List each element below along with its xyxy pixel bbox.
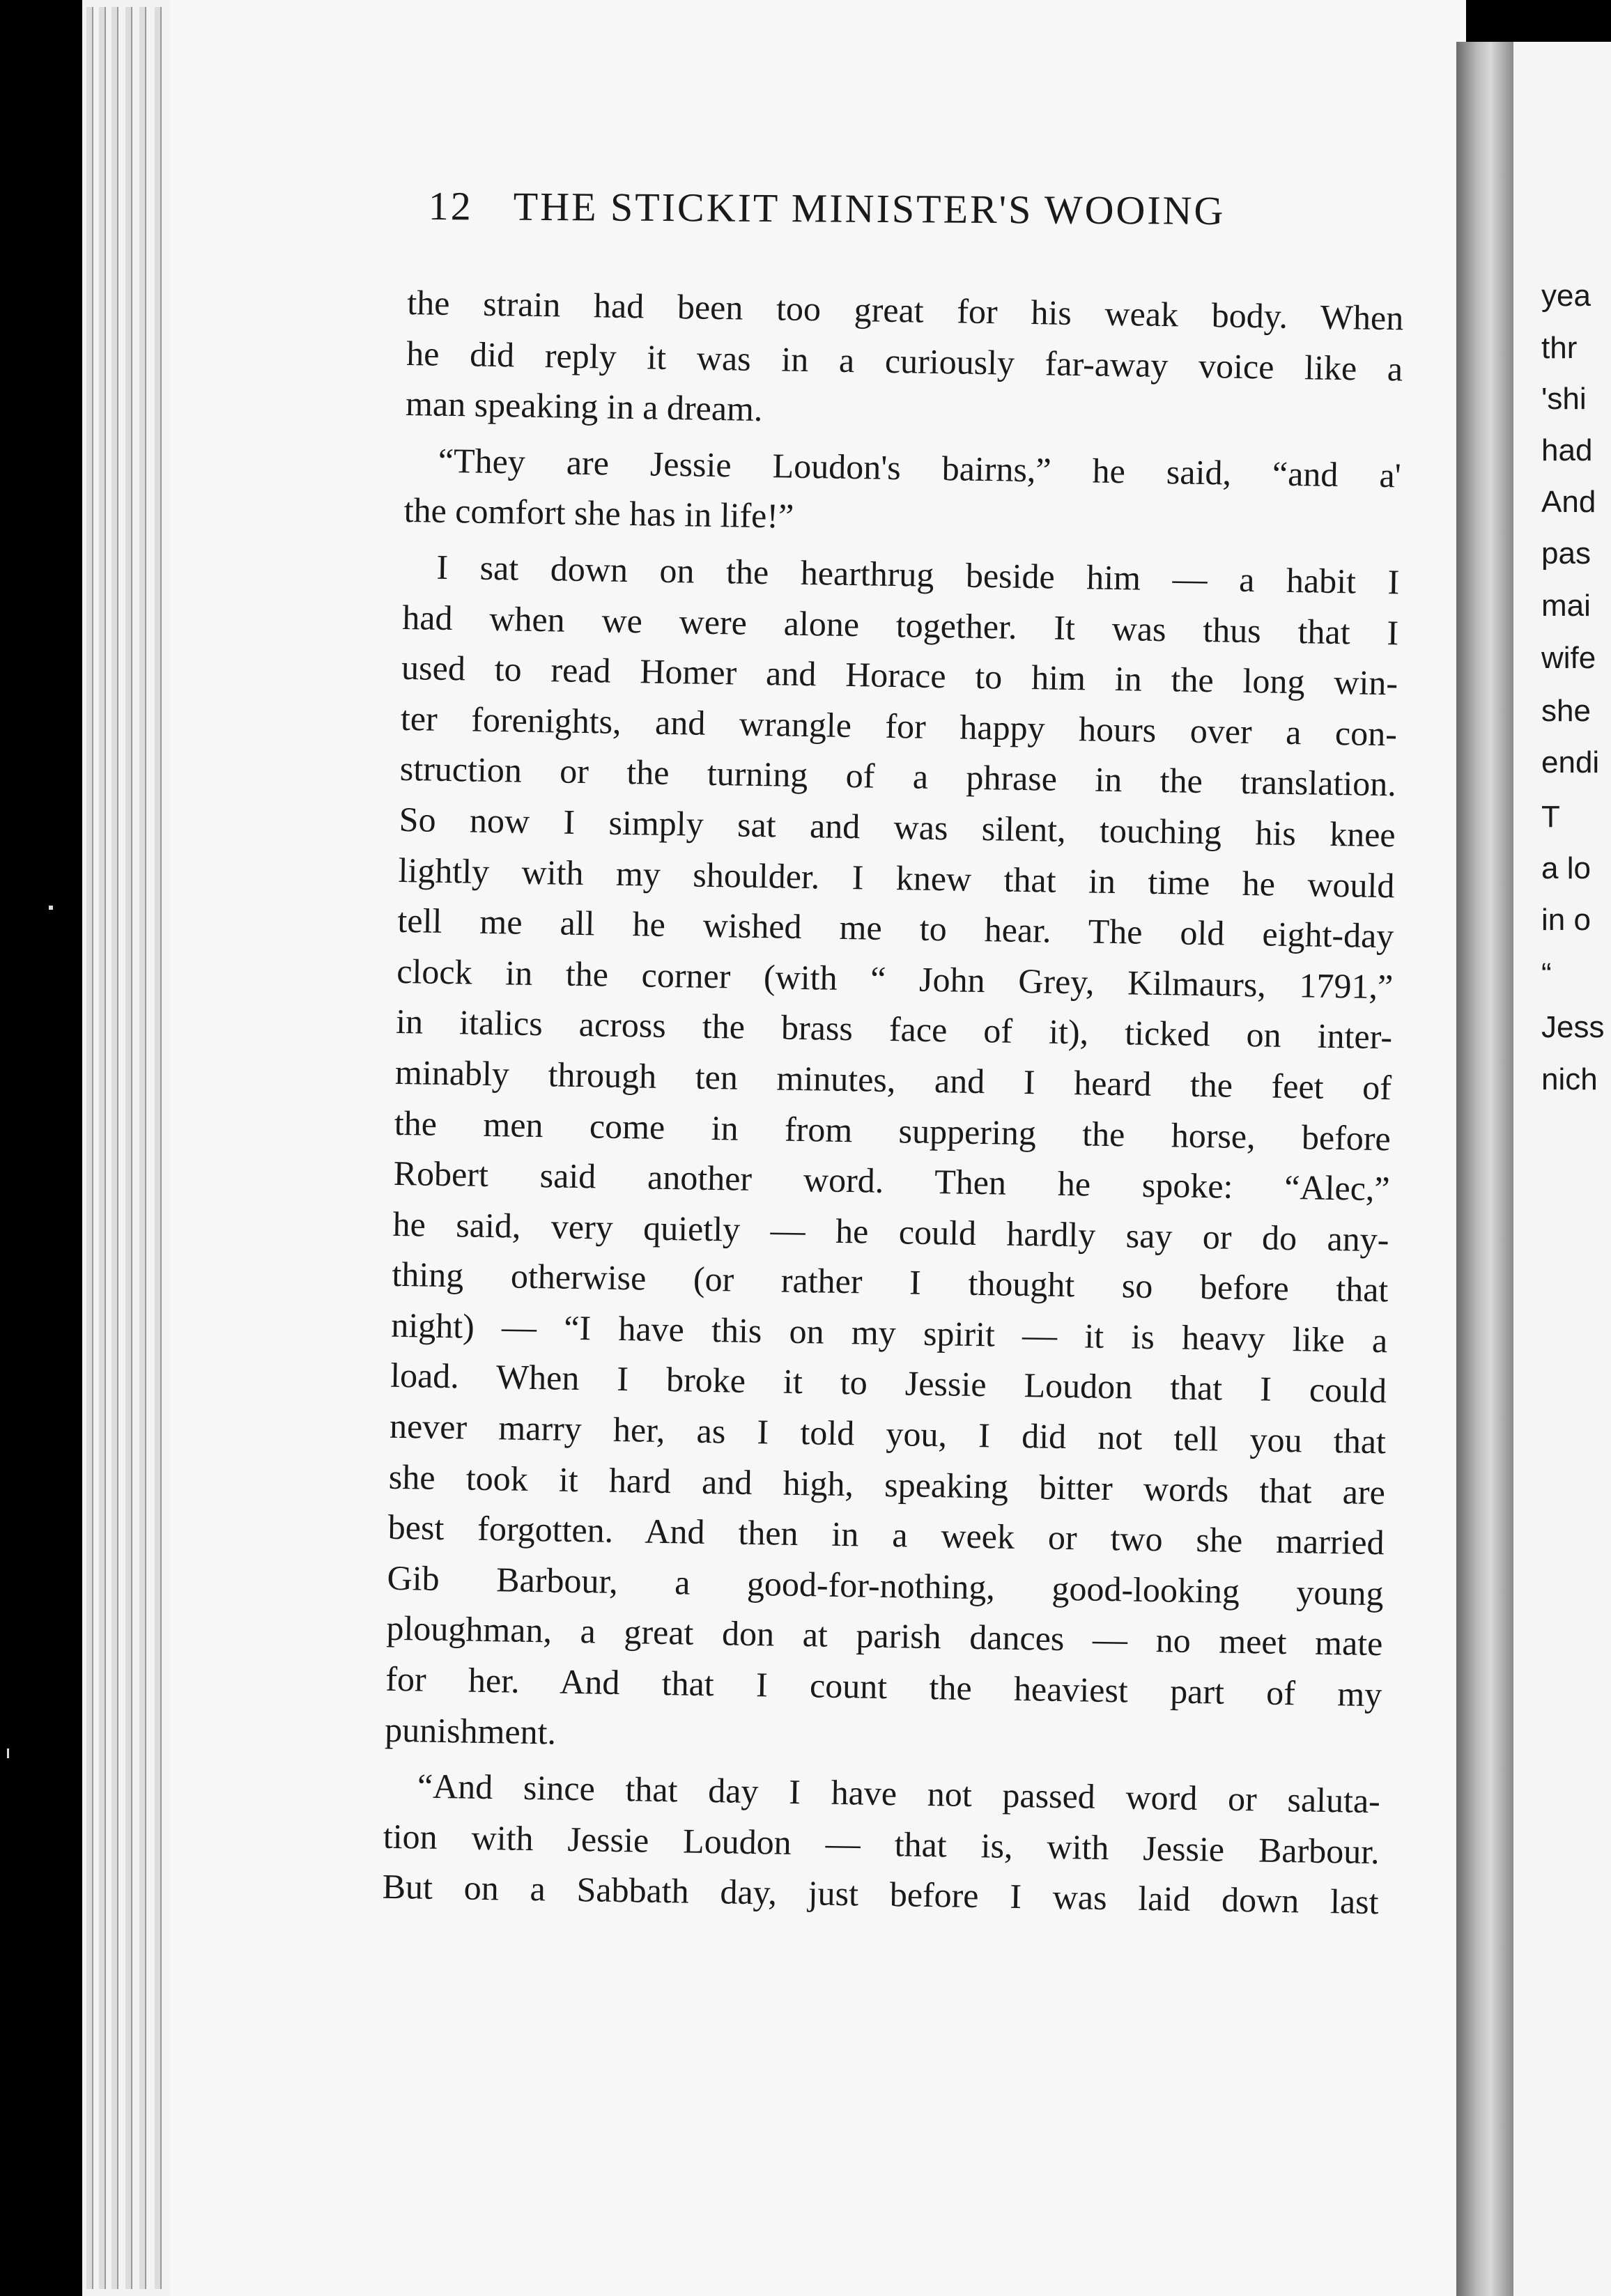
text-line: night) — “I have this on my spirit — it is heavy like a [390, 1305, 1388, 1360]
text-line: ter forenights, and wrangle for happy hours over a con- [400, 698, 1398, 754]
page-stack-edge [155, 7, 162, 2289]
text-line: never marry her, as I told you, I did not tell you that [389, 1406, 1387, 1461]
text-line: for her. And that I count the heaviest part of my [385, 1659, 1382, 1714]
page-stack-edge [125, 7, 132, 2289]
facing-page-fragment: endi [1541, 745, 1600, 779]
text-line: “They are Jessie Loudon's bairns,” he said, “and a' [438, 440, 1402, 495]
text-line: tion with Jessie Loudon — that is, with Jessie Barbour. [383, 1816, 1380, 1871]
text-line: man speaking in a dream. [405, 384, 763, 429]
text-line: the comfort she has in life!” [403, 490, 794, 536]
text-line: “And since that day I have not passed word or saluta- [417, 1766, 1381, 1821]
text-line: So now I simply sat and was silent, touching his knee [399, 799, 1396, 855]
page-number: 12 [428, 183, 473, 229]
facing-page-fragment: “ [1541, 957, 1552, 991]
text-line: I sat down on the hearthrug beside him — a habit I [436, 547, 1400, 602]
facing-page-fragment: yea [1541, 279, 1591, 313]
page-stack-edge [99, 7, 106, 2289]
text-line: she took it hard and high, speaking bitter words that are [388, 1457, 1386, 1512]
page-stack-edge [86, 7, 93, 2289]
facing-page-fragment: had [1541, 433, 1593, 467]
binding-gutter [1456, 42, 1513, 2296]
text-line: ploughman, a great don at parish dances — no meet mate [386, 1608, 1383, 1663]
text-line: best forgotten. And then in a week or two she married [387, 1507, 1385, 1562]
text-line: load. When I broke it to Jessie Loudon that I could [390, 1356, 1387, 1411]
text-line: lightly with my shoulder. I knew that in time he would [398, 850, 1395, 905]
text-line: he did reply it was in a curiously far-away voice like a [406, 333, 1403, 389]
facing-page-fragment: pas [1541, 536, 1591, 571]
facing-page-fragment: T [1541, 800, 1560, 834]
text-line: But on a Sabbath day, just before I was laid down last [382, 1867, 1379, 1922]
text-line: thing otherwise (or rather I thought so before that [392, 1255, 1389, 1310]
scan-speck [7, 1748, 9, 1758]
facing-page-fragment: a lo [1541, 851, 1591, 885]
facing-page-fragment: And [1541, 485, 1596, 519]
text-line: the men come in from suppering the horse, before [394, 1103, 1392, 1158]
running-title: THE STICKIT MINISTER'S WOOING [513, 183, 1226, 233]
facing-page-fragment: in o [1541, 903, 1591, 937]
text-line: minably through ten minutes, and I heard the feet of [394, 1052, 1392, 1108]
text-line: clock in the corner (with “ John Grey, Kilmaurs, 1791,” [396, 951, 1394, 1007]
facing-page-fragment: wife [1541, 641, 1596, 675]
facing-page-fragment: she [1541, 694, 1591, 728]
text-line: Robert said another word. Then he spoke: “Alec,” [393, 1153, 1391, 1209]
body-text [382, 277, 1404, 1927]
text-line: in italics across the brass face of it), ticked on inter- [395, 1002, 1393, 1057]
running-header [429, 183, 1306, 235]
facing-page-fragment: thr [1541, 331, 1578, 365]
text-line: used to read Homer and Horace to him in the long win- [401, 648, 1398, 703]
page-stack-edge [139, 7, 146, 2289]
facing-page-fragment: Jess [1541, 1010, 1605, 1044]
text-line: the strain had been too great for his weak body. When [406, 282, 1404, 338]
text-line: Gib Barbour, a good-for-nothing, good-looking young [387, 1558, 1384, 1613]
facing-page-fragment: mai [1541, 589, 1591, 623]
text-line: had when we were alone together. It was thus that I [401, 597, 1399, 652]
facing-page-fragment: 'shi [1541, 382, 1587, 416]
scan-speck [49, 906, 53, 910]
text-line: tell me all he wished me to hear. The old eight-day [397, 901, 1394, 956]
text-line: struction or the turning of a phrase in the translation. [399, 749, 1397, 804]
text-line: punishment. [384, 1709, 557, 1752]
facing-page [1513, 42, 1611, 2296]
page-stack-edge [111, 7, 118, 2289]
text-line: he said, very quietly — he could hardly say or do any- [392, 1204, 1389, 1259]
facing-page-fragment: nich [1541, 1062, 1598, 1096]
